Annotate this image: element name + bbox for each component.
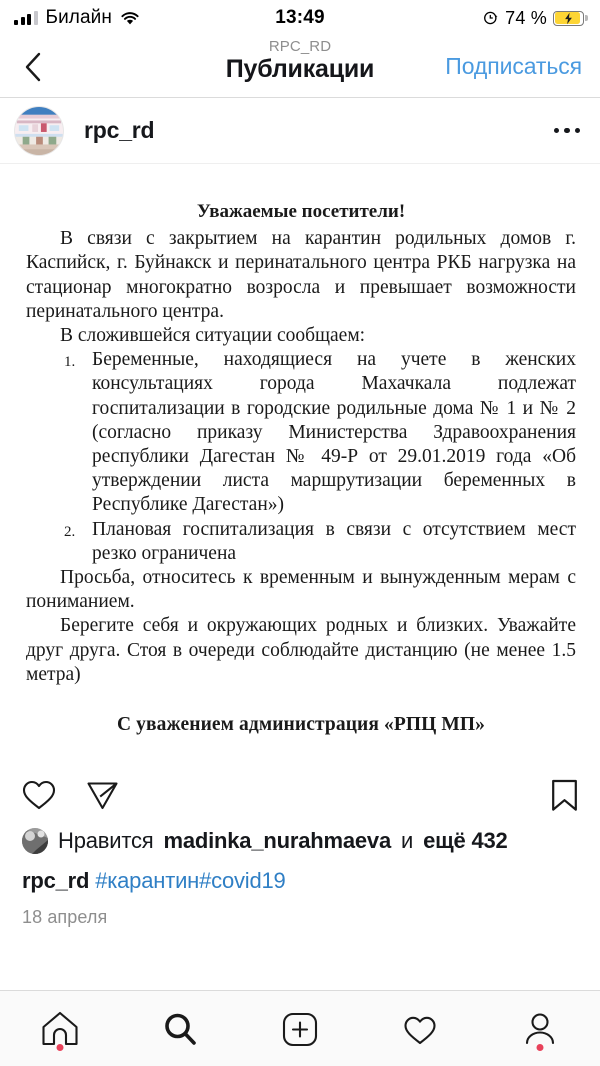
follow-button[interactable]: Подписаться [445, 53, 582, 79]
like-button[interactable] [22, 779, 56, 811]
document-content [26, 200, 576, 737]
document-paragraph-4: Берегите себя и окружающих родных и близких. Уважайте друг друга. Стоя в очереди соблюдайте дистанцию (не менее 1.5 метра) [26, 615, 576, 685]
caption-author[interactable]: rpc_rd [22, 868, 90, 893]
document-signature: С уважением администрация «РПЦ МП» [117, 714, 485, 736]
battery-percent-label: 74 % [505, 7, 547, 28]
caption-text-row [22, 867, 578, 895]
post-action-bar [0, 764, 600, 826]
home-notification-badge [57, 1044, 64, 1051]
tab-create[interactable] [240, 991, 360, 1066]
heart-icon [400, 1011, 440, 1047]
document-paragraph-2: В сложившейся ситуации сообщаем: [60, 325, 366, 347]
tab-profile[interactable] [480, 991, 600, 1066]
document-heading: Уважаемые посетители! [196, 201, 406, 222]
tab-home[interactable] [0, 991, 120, 1066]
rotation-lock-icon [483, 10, 499, 26]
share-paper-plane-icon [86, 779, 119, 811]
heart-icon [22, 779, 56, 811]
tab-activity[interactable] [360, 991, 480, 1066]
caption-block [0, 826, 600, 990]
profile-notification-badge [537, 1044, 544, 1051]
back-button[interactable] [16, 50, 50, 84]
document-list-item: Плановая госпитализация в связи с отсутствием мест резко ограничена [92, 518, 576, 564]
status-bar-time: 13:49 [275, 7, 325, 28]
wifi-icon [120, 11, 140, 26]
more-options-icon[interactable] [552, 122, 583, 140]
profile-avatar[interactable] [14, 106, 64, 156]
liker-avatar [22, 828, 48, 854]
carrier-label: Билайн [45, 7, 112, 28]
page-title: Публикации [225, 55, 375, 83]
status-bar [0, 0, 600, 36]
likes-more-count[interactable]: ещё 432 [423, 828, 508, 853]
status-bar-right [483, 8, 584, 29]
likes-row[interactable] [22, 826, 578, 856]
post-header [0, 98, 600, 164]
post-date: 18 апреля [22, 907, 108, 927]
search-icon [161, 1010, 199, 1048]
likes-username[interactable]: madinka_nurahmaeva [163, 828, 391, 853]
home-icon [40, 1010, 80, 1048]
document-paragraph-1: В связи с закрытием на карантин родильных домов г. Каспийск, г. Буйнакск и перинатального центра РКБ нагрузка на стационар многократно возросла и превышает возможности перинатального центра. [26, 228, 576, 322]
bookmark-icon [551, 779, 578, 812]
person-icon [521, 1010, 559, 1048]
cellular-signal-icon [14, 11, 38, 25]
likes-prefix: Нравится [58, 828, 154, 853]
likes-conjunction: и [401, 828, 414, 853]
nav-subtitle: RPC_RD [268, 38, 332, 55]
document-paragraph-3: Просьба, относитесь к временным и вынужденным мерам с пониманием. [26, 567, 576, 613]
tab-search[interactable] [120, 991, 240, 1066]
status-bar-left [14, 7, 140, 29]
share-button[interactable] [86, 779, 119, 811]
bottom-tab-bar [0, 990, 600, 1066]
battery-charging-icon [553, 11, 584, 26]
save-button[interactable] [551, 779, 578, 812]
post-author-username[interactable]: rpc_rd [84, 117, 155, 143]
document-list-item: Беременные, находящиеся на учете в женских консультациях города Махачкала подлежат госпитализации в городские родильные дома № 1 и № 2 (согласно приказу Министерства Здравоохранения республики Дагестан № 49-Р от 29.01.2019 года «Об утверждении листа маршрутизации беременных в Республике Дагестан») [92, 349, 576, 516]
chevron-left-icon [23, 51, 43, 83]
document-list [26, 348, 576, 566]
post-image[interactable] [0, 164, 600, 764]
navigation-header [0, 36, 600, 98]
caption-hashtags[interactable]: #карантин#covid19 [95, 868, 286, 893]
plus-square-icon [281, 1010, 319, 1048]
